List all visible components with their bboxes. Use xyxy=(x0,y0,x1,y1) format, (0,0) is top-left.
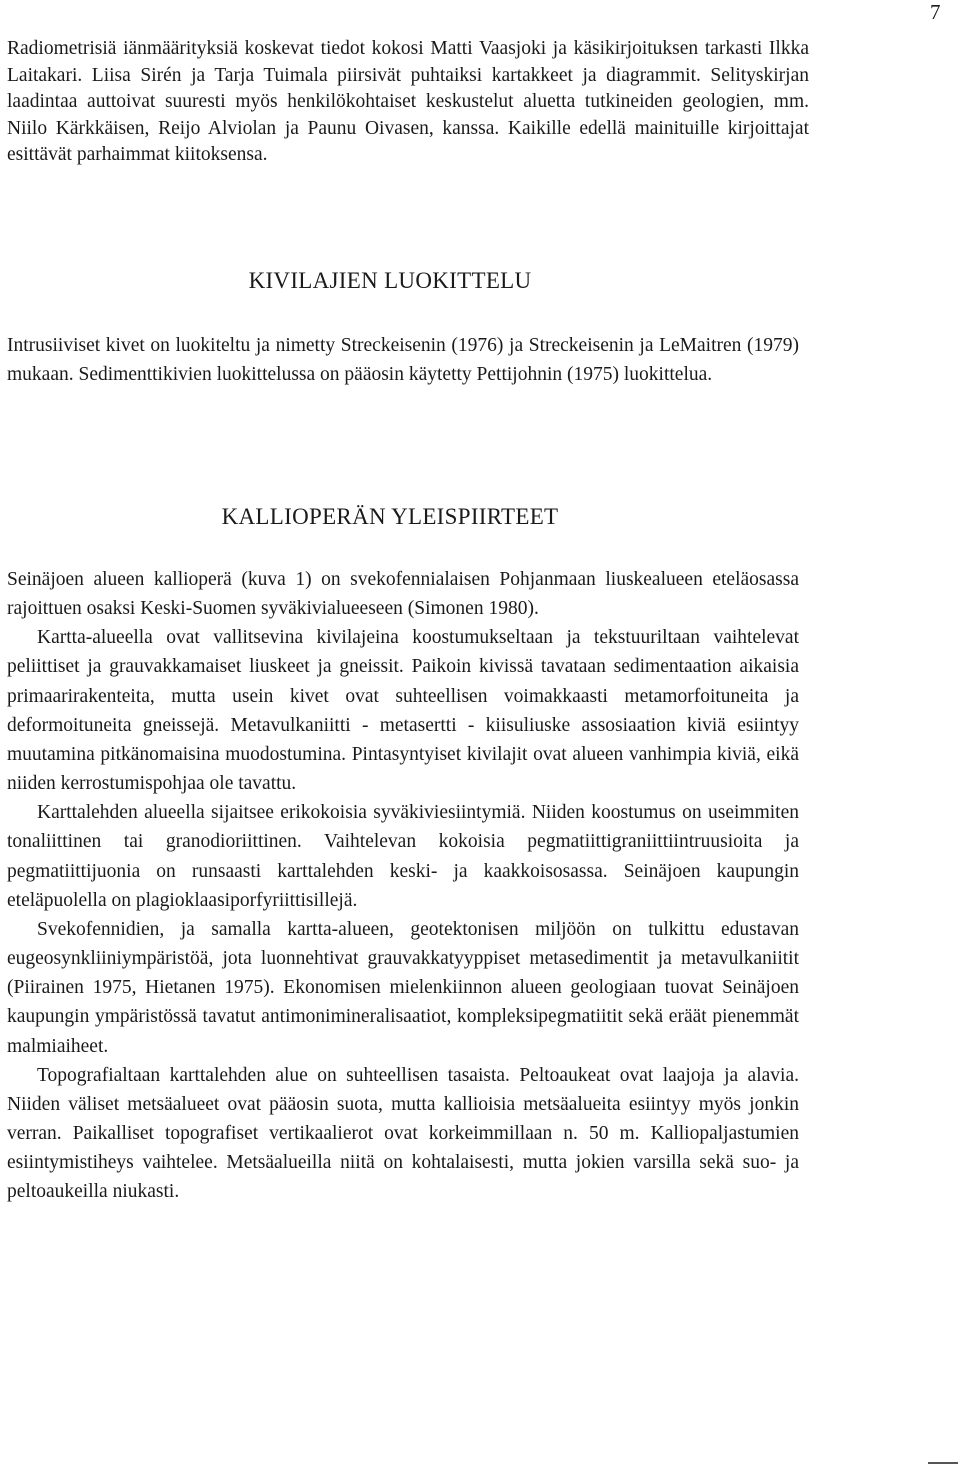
paragraph: Topografialtaan karttalehden alue on suhteellisen tasaista. Peltoaukeat ovat laajoja ja alavia. Niiden väliset metsäalueet ovat pääosin suota, mutta kallioisia metsäalueita esiintyy myös jonkin verran. Paikalliset topografiset vertikaalierot ovat korkeimmillaan n. 50 m. Kalliopaljastumien esiintymistiheys vaihtelee. Metsäalueilla niitä on kohtalaisesti, mutta jokien varsilla sekä suo- ja peltoaukeilla niukasti. xyxy=(7,1064,799,1203)
paragraph: Intrusiiviset kivet on luokiteltu ja nimetty Streckeisenin (1976) ja Streckeisenin ja LeMaitren (1979) mukaan. Sedimenttikivien luokittelussa on pääosin käytetty Pettijohnin (1975) luokittelua. xyxy=(7,335,799,385)
paragraph: Svekofennidien, ja samalla kartta-alueen, geotektonisen miljöön on tulkittu edustavan eugeosynkliiniympäristöä, jota luonnehtivat grauvakkatyyppiset metasedimentit ja metavulkaniitit (Piirainen 1975, Hietanen 1975). Ekonomisen mielenkiinnon alueen geologiaan tuovat Seinäjoen kaupungin ympäristössä tavatut antimonimineralisaatiot, kompleksipegmatiitit sekä eräät pienemmät malmiaiheet. xyxy=(7,918,799,1057)
scan-corner-mark xyxy=(928,1462,958,1464)
paragraph: Kartta-alueella ovat vallitsevina kivilajeina koostumukseltaan ja tekstuuriltaan vaihtelevat peliittiset ja grauvakkamaiset liuskeet ja gneissit. Paikoin kivissä tavataan sedimentaation aikaisia primaarirakenteita, mutta usein kivet ovat suhteellisen voimakkaasti metamorfoituneita ja deformoituneita gneissejä. Metavulkaniitti - metasertti - kiisuliuske assosiaation kiviä esiintyy muutamina pitkänomaisina muodostumina. Pintasyntyiset kivilajit ovat alueen vanhimpia kiviä, eikä niiden kerrostumispohjaa ole tavattu. xyxy=(7,627,799,795)
section-body-kalliopera-yleispiirteet xyxy=(7,565,799,1206)
page-number: 7 xyxy=(930,0,941,24)
section-body-kivilajien-luokittelu xyxy=(7,332,799,390)
section-heading-kivilajien-luokittelu: KIVILAJIEN LUOKITTELU xyxy=(248,268,532,293)
paragraph: Karttalehden alueella sijaitsee erikokoisia syväkiviesiintymiä. Niiden koostumus on useimmiten tonaliittinen tai granodioriittinen. Vaihtelevan kokoisia pegmatiittigraniittiintruusioita ja pegmatiittijuonia on runsaasti karttalehden keski- ja kaakkoisosassa. Seinäjoen kaupungin eteläpuolella on plagioklaasiporfyriittisillejä. xyxy=(7,802,799,911)
intro-paragraph: Radiometrisiä iänmäärityksiä koskevat tiedot kokosi Matti Vaasjoki ja käsikirjoituksen tarkasti Ilkka Laitakari. Liisa Sirén ja Tarja Tuimala piirsivät puhtaiksi kartakkeet ja diagrammit. Selityskirjan laadintaa auttoivat suuresti myös henkilökohtaiset keskustelut aluetta tutkineiden geologien, mm. Niilo Kärkkäisen, Reijo Alviolan ja Paunu Oivasen, kanssa. Kaikille edellä mainituille kirjoittajat esittävät parhaimmat kiitoksensa. xyxy=(7,38,809,166)
paragraph: Seinäjoen alueen kallioperä (kuva 1) on svekofennialaisen Pohjanmaan liuskealueen eteläosassa rajoittuen osaksi Keski-Suomen syväkivialueeseen (Simonen 1980). xyxy=(7,569,799,620)
section-heading-kalliopera-yleispiirteet: KALLIOPERÄN YLEISPIIRTEET xyxy=(221,504,559,529)
